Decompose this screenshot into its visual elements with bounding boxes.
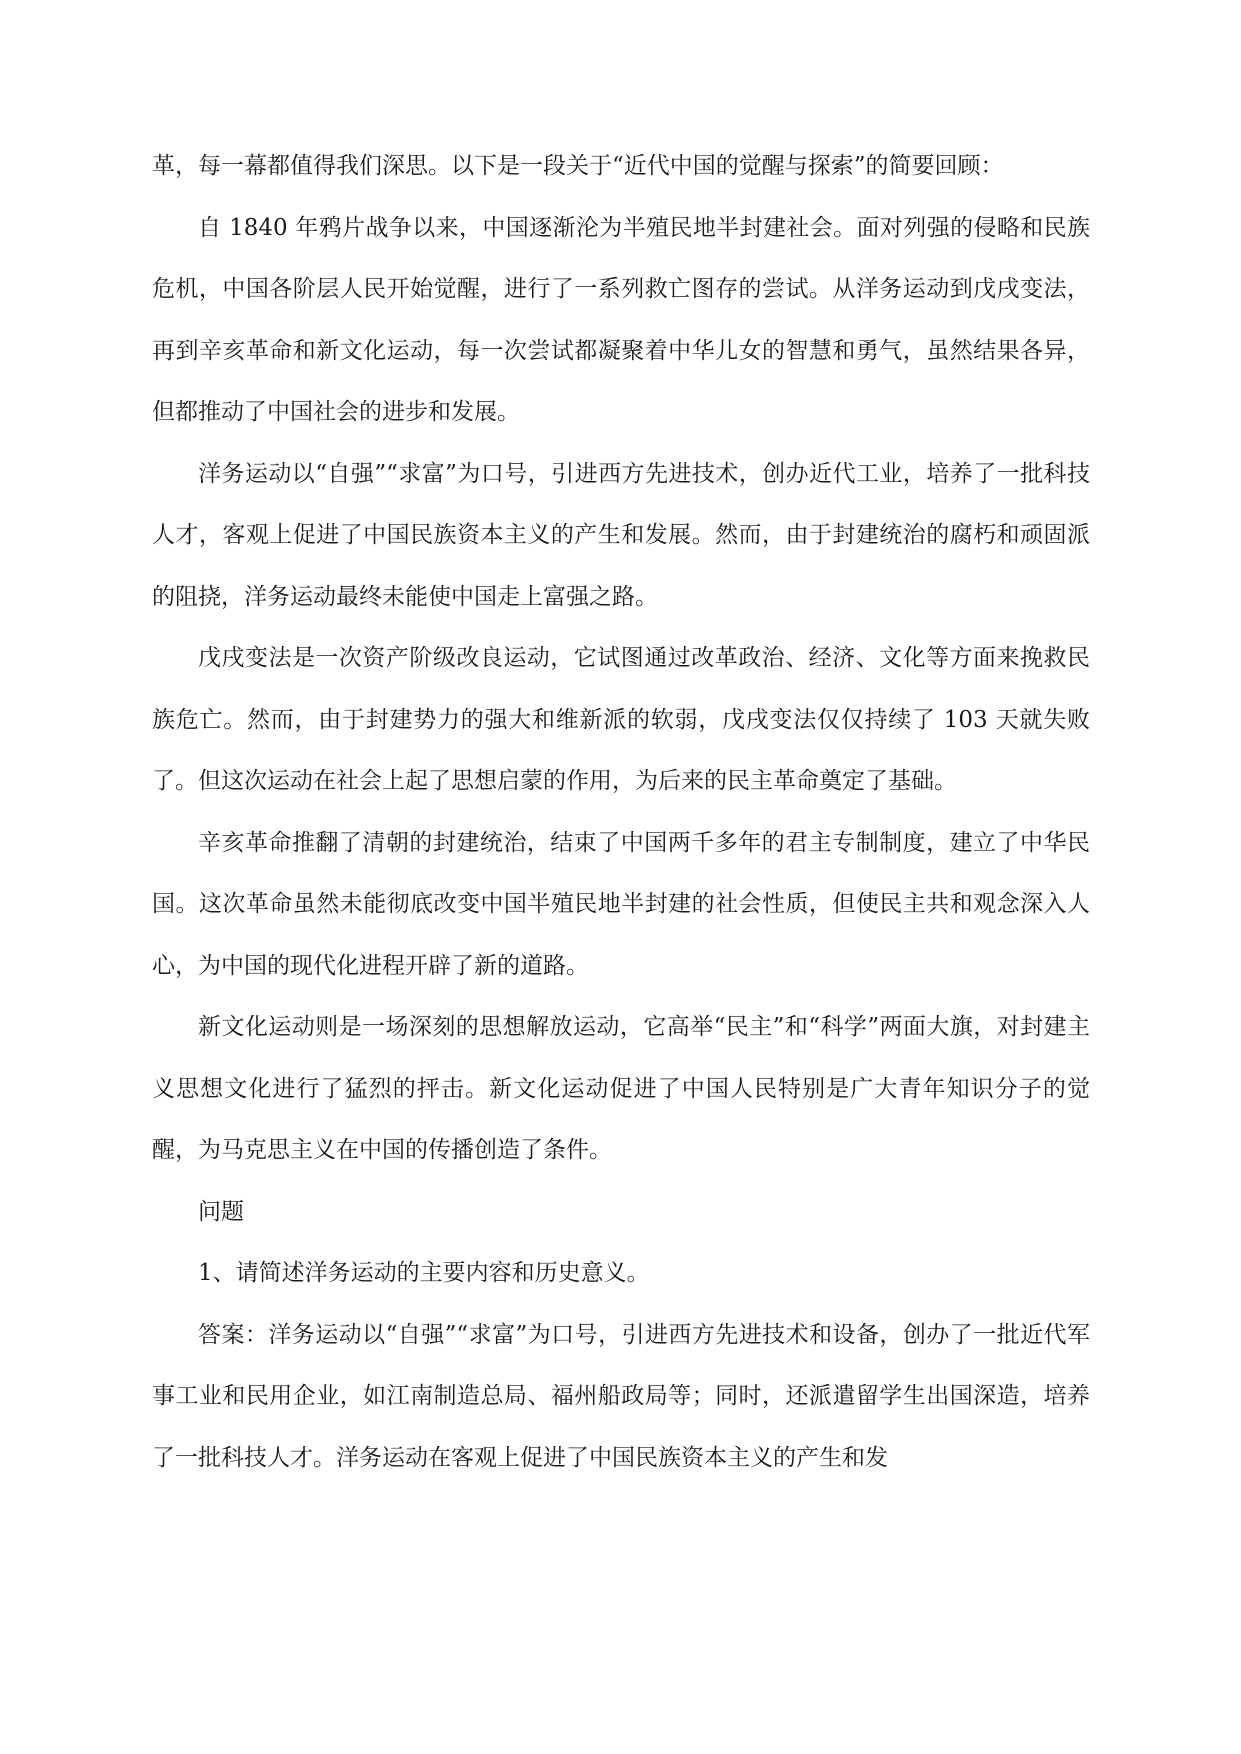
answer-1: 答案：洋务运动以“自强”“求富”为口号，引进西方先进技术和设备，创办了一批近代军事工业和民用企业，如江南制造总局、福州船政局等；同时，还派遣留学生出国深造，培养了一批科技人才。洋务运动在客观上促进了中国民族资本主义的产生和发: [152, 1321, 1090, 1471]
question-1: 1、请简述洋务运动的主要内容和历史意义。: [198, 1260, 650, 1286]
paragraph-new-culture-movement: 新文化运动则是一场深刻的思想解放运动，它高举“民主”和“科学”两面大旗，对封建主义思想文化进行了猛烈的抨击。新文化运动促进了中国人民特别是广大青年知识分子的觉醒，为马克思主义在中国的传播创造了条件。: [152, 1014, 1090, 1163]
questions-heading: 问题: [198, 1198, 244, 1225]
paragraph-continuation: 革，每一幕都值得我们深思。以下是一段关于“近代中国的觉醒与探索”的简要回顾：: [152, 153, 1004, 179]
document-body: [152, 136, 1090, 1489]
paragraph-xinhai-revolution: 辛亥革命推翻了清朝的封建统治，结束了中国两千多年的君主专制制度，建立了中华民国。这次革命虽然未能彻底改变中国半殖民地半封建的社会性质，但使民主共和观念深入人心，为中国的现代化进程开辟了新的道路。: [152, 829, 1090, 979]
paragraph-hundred-days-reform: 戊戌变法是一次资产阶级改良运动，它试图通过改革政治、经济、文化等方面来挽救民族危亡。然而，由于封建势力的强大和维新派的软弱，戊戌变法仅仅持续了 103 天就失败了。但这次运动在社会上起了思想启蒙的作用，为后来的民主革命奠定了基础。: [152, 645, 1090, 794]
paragraph-overview: 自 1840 年鸦片战争以来，中国逐渐沦为半殖民地半封建社会。面对列强的侵略和民族危机，中国各阶层人民开始觉醒，进行了一系列救亡图存的尝试。从洋务运动到戊戌变法，再到辛亥革命和新文化运动，每一次尝试都凝聚着中华儿女的智慧和勇气，虽然结果各异，但都推动了中国社会的进步和发展。: [152, 214, 1090, 425]
paragraph-westernization: 洋务运动以“自强”“求富”为口号，引进西方先进技术，创办近代工业，培养了一批科技人才，客观上促进了中国民族资本主义的产生和发展。然而，由于封建统治的腐朽和顽固派的阻挠，洋务运动最终未能使中国走上富强之路。: [152, 460, 1090, 610]
